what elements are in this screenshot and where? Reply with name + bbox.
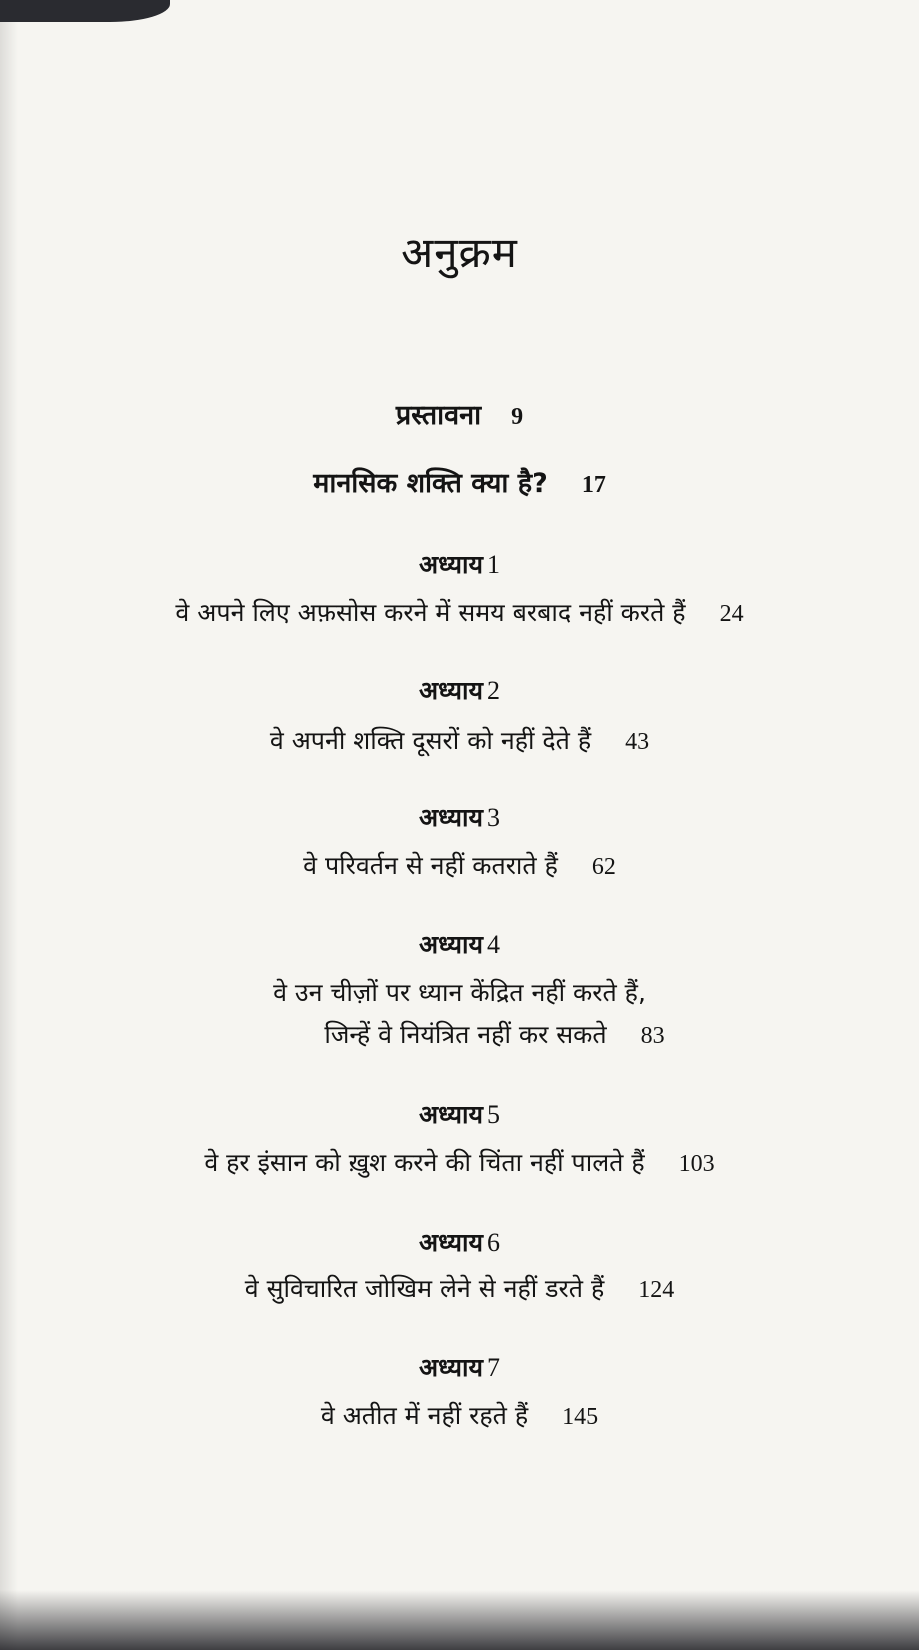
chapter-title: वे अपनी शक्ति दूसरों को नहीं देते हैं xyxy=(269,726,592,755)
chapter-label: अध्याय xyxy=(419,1100,483,1129)
chapter-number: 1 xyxy=(486,550,500,579)
page-corner-shadow xyxy=(0,0,170,22)
chapter-heading-1 xyxy=(0,552,919,578)
chapter-title-2 xyxy=(0,728,919,754)
toc-entry-mental-strength xyxy=(0,470,919,497)
chapter-title: जिन्हें वे नियंत्रित नहीं कर सकते xyxy=(324,1020,607,1049)
chapter-label: अध्याय xyxy=(419,930,483,959)
chapter-label: अध्याय xyxy=(419,803,483,832)
toc-entry-page: 17 xyxy=(581,472,606,498)
chapter-title-1 xyxy=(0,600,919,626)
chapter-title: वे उन चीज़ों पर ध्यान केंद्रित नहीं करते हैं, xyxy=(273,978,646,1007)
toc-entry-page: 83 xyxy=(640,1023,665,1049)
toc-entry-label: प्रस्तावना xyxy=(395,400,482,431)
chapter-title: वे अतीत में नहीं रहते हैं xyxy=(320,1401,529,1430)
toc-entry-page: 62 xyxy=(591,854,616,880)
chapter-number: 4 xyxy=(486,930,500,959)
chapter-title-4-line2 xyxy=(0,1022,919,1048)
chapter-label: अध्याय xyxy=(419,676,483,705)
chapter-heading-5 xyxy=(0,1102,919,1128)
chapter-heading-2 xyxy=(0,678,919,704)
toc-entry-page: 43 xyxy=(625,729,650,755)
chapter-number: 6 xyxy=(486,1228,500,1257)
chapter-heading-6 xyxy=(0,1230,919,1256)
chapter-number: 7 xyxy=(486,1353,500,1382)
chapter-label: अध्याय xyxy=(419,1228,483,1257)
chapter-title-5 xyxy=(0,1150,919,1176)
chapter-heading-3 xyxy=(0,805,919,831)
chapter-number: 2 xyxy=(486,676,500,705)
chapter-title-7 xyxy=(0,1403,919,1429)
toc-entry-page: 24 xyxy=(719,601,744,627)
toc-entry-preface xyxy=(0,402,919,429)
page-bottom-shadow xyxy=(0,1590,919,1650)
chapter-title: वे परिवर्तन से नहीं कतराते हैं xyxy=(303,851,558,880)
chapter-label: अध्याय xyxy=(419,1353,483,1382)
chapter-number: 3 xyxy=(486,803,500,832)
chapter-title: वे हर इंसान को ख़ुश करने की चिंता नहीं पालते हैं xyxy=(204,1148,645,1177)
chapter-heading-4 xyxy=(0,932,919,958)
toc-entry-label: मानसिक शक्ति क्या है? xyxy=(313,468,548,499)
toc-entry-page: 145 xyxy=(562,1404,599,1430)
toc-entry-page: 9 xyxy=(511,404,524,430)
contents-title: अनुक्रम xyxy=(401,228,518,277)
chapter-heading-7 xyxy=(0,1355,919,1381)
chapter-title-4-line1 xyxy=(0,980,919,1005)
chapter-title-6 xyxy=(0,1276,919,1302)
chapter-title-3 xyxy=(0,853,919,879)
chapter-number: 5 xyxy=(486,1100,500,1129)
chapter-title: वे अपने लिए अफ़सोस करने में समय बरबाद नहीं करते हैं xyxy=(175,598,686,627)
chapter-label: अध्याय xyxy=(419,550,483,579)
toc-entry-page: 103 xyxy=(678,1151,715,1177)
toc-entry-page: 124 xyxy=(638,1277,675,1303)
chapter-title: वे सुविचारित जोखिम लेने से नहीं डरते हैं xyxy=(244,1274,605,1303)
